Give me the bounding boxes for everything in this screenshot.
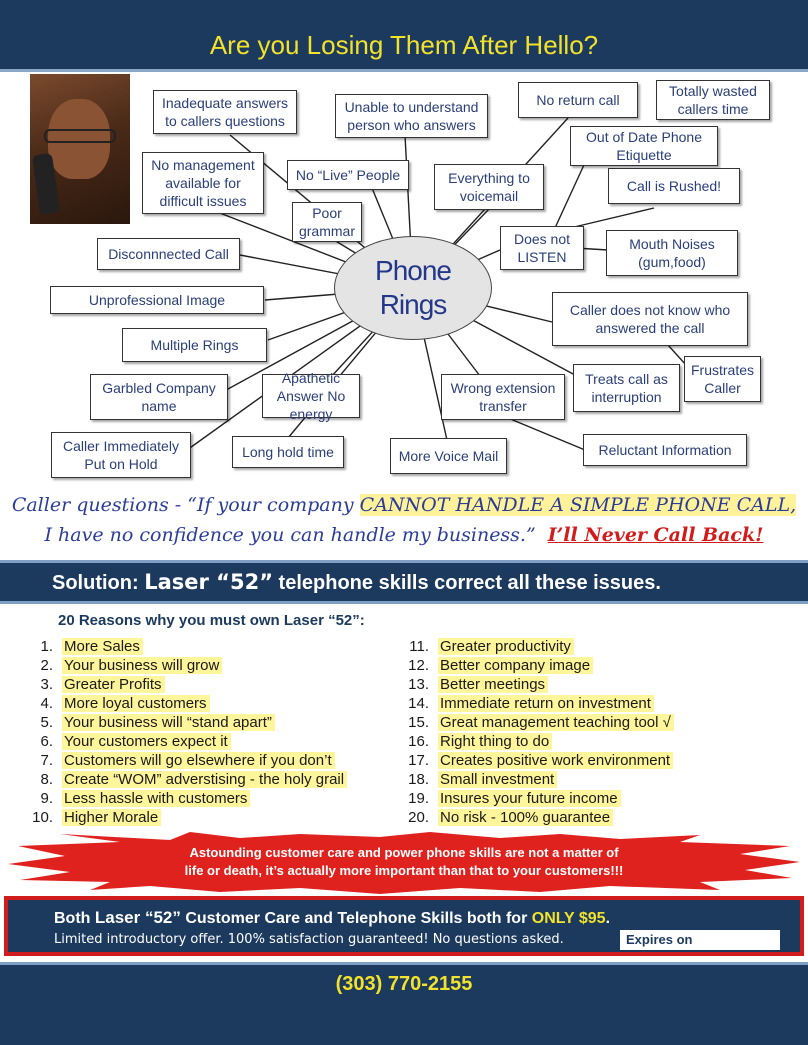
reason-item bbox=[404, 751, 674, 770]
issue-no-return-call: No return call bbox=[518, 82, 638, 118]
reason-item bbox=[28, 637, 347, 656]
issue-unprofessional-image: Unprofessional Image bbox=[50, 286, 264, 314]
reason-number: 6. bbox=[40, 733, 53, 750]
footer-banner bbox=[0, 962, 808, 1045]
issue-everything-voicemail: Everything to voicemail bbox=[434, 164, 544, 210]
reason-number: 20. bbox=[408, 809, 429, 826]
reason-item bbox=[404, 770, 674, 789]
reason-number: 12. bbox=[408, 657, 429, 674]
solution-text bbox=[52, 570, 661, 595]
reasons-list-right bbox=[404, 637, 674, 827]
reason-number: 14. bbox=[408, 695, 429, 712]
reason-number: 8. bbox=[40, 771, 53, 788]
reason-text: No risk - 100% guarantee bbox=[438, 809, 613, 826]
reason-item bbox=[28, 713, 347, 732]
reason-number: 18. bbox=[408, 771, 429, 788]
issue-no-management: No management available for difficult issues bbox=[142, 152, 264, 214]
phone-rings-hub bbox=[334, 236, 492, 340]
issue-apathetic-answer: Apathetic Answer No energy bbox=[262, 374, 360, 418]
issue-more-voice-mail: More Voice Mail bbox=[390, 438, 507, 474]
issue-poor-grammar: Poor grammar bbox=[292, 202, 362, 242]
caller-quote bbox=[0, 490, 808, 550]
reason-text: Your business will grow bbox=[62, 657, 222, 674]
reason-number: 17. bbox=[408, 752, 429, 769]
reason-item bbox=[404, 656, 674, 675]
solution-prefix: Solution: bbox=[52, 572, 145, 594]
reason-number: 13. bbox=[408, 676, 429, 693]
reason-number: 7. bbox=[40, 752, 53, 769]
reason-text: Greater Profits bbox=[62, 676, 165, 693]
offer-fine-print: Limited introductory offer. 100% satisfaction guaranteed! No questions asked. bbox=[54, 932, 564, 947]
burst-text bbox=[0, 844, 808, 880]
offer-headline bbox=[54, 908, 610, 928]
reason-item bbox=[404, 732, 674, 751]
solution-brand: Laser “52” bbox=[144, 570, 273, 594]
reason-item bbox=[28, 694, 347, 713]
issue-wrong-extension: Wrong extension transfer bbox=[441, 374, 565, 420]
issue-mouth-noises: Mouth Noises (gum,food) bbox=[606, 230, 738, 276]
quote-part-2: I have no confidence you can handle my business.” bbox=[44, 524, 536, 546]
issue-long-hold-time: Long hold time bbox=[232, 436, 344, 468]
issue-garbled-company-name: Garbled Company name bbox=[90, 374, 228, 420]
red-burst-banner bbox=[0, 832, 808, 894]
reason-number: 9. bbox=[40, 790, 53, 807]
reason-item bbox=[28, 789, 347, 808]
reason-text: Customers will go elsewhere if you don’t bbox=[62, 752, 335, 769]
connector bbox=[570, 208, 654, 228]
issue-out-of-date-etiquette: Out of Date Phone Etiquette bbox=[570, 126, 718, 166]
issue-wasted-time: Totally wasted callers time bbox=[656, 80, 770, 120]
reason-text: Higher Morale bbox=[62, 809, 161, 826]
reason-text: Your customers expect it bbox=[62, 733, 231, 750]
issue-inadequate-answers: Inadequate answers to callers questions bbox=[153, 90, 297, 134]
reason-number: 3. bbox=[40, 676, 53, 693]
issue-caller-does-not-know: Caller does not know who answered the call bbox=[552, 292, 748, 346]
offer-brand: Laser “52” bbox=[94, 908, 181, 927]
issue-immediately-on-hold: Caller Immediately Put on Hold bbox=[51, 432, 191, 478]
offer-box bbox=[4, 896, 804, 956]
reason-item bbox=[404, 637, 674, 656]
offer-middle: Customer Care and Telephone Skills both for bbox=[180, 910, 532, 927]
issue-unable-to-understand: Unable to understand person who answers bbox=[335, 94, 488, 138]
reason-text: Better company image bbox=[438, 657, 593, 674]
reason-text: Less hassle with customers bbox=[62, 790, 250, 807]
reason-text: More Sales bbox=[62, 638, 143, 655]
reason-text: Insures your future income bbox=[438, 790, 621, 807]
issue-multiple-rings: Multiple Rings bbox=[122, 328, 267, 362]
reason-item bbox=[28, 808, 347, 827]
reason-number: 15. bbox=[408, 714, 429, 731]
reason-number: 19. bbox=[408, 790, 429, 807]
burst-line-2: life or death, it’s actually more important than that to your customers!!! bbox=[184, 863, 624, 878]
reason-number: 16. bbox=[408, 733, 429, 750]
reason-text: Your business will “stand apart” bbox=[62, 714, 275, 731]
reason-item bbox=[404, 713, 674, 732]
quote-part-1: Caller questions - “If your company bbox=[11, 494, 360, 516]
solution-suffix: telephone skills correct all these issues. bbox=[273, 572, 661, 594]
reason-item bbox=[28, 675, 347, 694]
burst-line-1: Astounding customer care and power phone skills are not a matter of bbox=[189, 845, 619, 860]
reason-item bbox=[404, 694, 674, 713]
reason-text: Creates positive work environment bbox=[438, 752, 673, 769]
reason-text: Better meetings bbox=[438, 676, 548, 693]
offer-end: . bbox=[605, 910, 611, 927]
quote-never-call-back: I’ll Never Call Back! bbox=[547, 524, 764, 546]
offer-prefix: Both bbox=[54, 910, 95, 927]
hub-line-2: Rings bbox=[379, 289, 447, 320]
reason-item bbox=[404, 808, 674, 827]
reasons-title: 20 Reasons why you must own Laser “52”: bbox=[58, 612, 365, 629]
reason-text: Create “WOM” adverstising - the holy grail bbox=[62, 771, 347, 788]
phone-number[interactable]: (303) 770-2155 bbox=[335, 973, 473, 995]
header-banner bbox=[0, 0, 808, 72]
reason-number: 10. bbox=[32, 809, 53, 826]
reason-item bbox=[404, 789, 674, 808]
reason-item bbox=[28, 770, 347, 789]
issue-does-not-listen: Does not LISTEN bbox=[500, 226, 584, 270]
issue-no-live-people: No “Live” People bbox=[287, 160, 409, 190]
reason-text: Immediate return on investment bbox=[438, 695, 654, 712]
reason-number: 5. bbox=[40, 714, 53, 731]
quote-highlight: CANNOT HANDLE A SIMPLE PHONE CALL, bbox=[359, 494, 797, 516]
issue-reluctant-information: Reluctant Information bbox=[583, 434, 747, 466]
solution-banner bbox=[0, 560, 808, 604]
reason-number: 2. bbox=[40, 657, 53, 674]
expires-field: Expires on bbox=[620, 930, 780, 950]
issue-frustrates-caller: Frustrates Caller bbox=[684, 356, 761, 402]
reason-number: 1. bbox=[40, 638, 53, 655]
connector bbox=[508, 418, 585, 450]
issue-call-rushed: Call is Rushed! bbox=[608, 168, 740, 204]
reason-text: Small investment bbox=[438, 771, 557, 788]
reason-text: Right thing to do bbox=[438, 733, 552, 750]
reason-number: 4. bbox=[40, 695, 53, 712]
reason-text: Greater productivity bbox=[438, 638, 574, 655]
reason-text: More loyal customers bbox=[62, 695, 210, 712]
issue-disconnected-call: Disconnnected Call bbox=[97, 238, 240, 270]
reason-item bbox=[28, 732, 347, 751]
offer-price: ONLY $95 bbox=[531, 910, 606, 927]
page-title: Are you Losing Them After Hello? bbox=[209, 30, 599, 60]
reason-number: 11. bbox=[409, 638, 429, 655]
reason-item bbox=[28, 656, 347, 675]
reason-text: Great management teaching tool √ bbox=[438, 714, 674, 731]
reason-item bbox=[28, 751, 347, 770]
reasons-list-left bbox=[28, 637, 347, 827]
reason-item bbox=[404, 675, 674, 694]
hub-line-1: Phone bbox=[375, 255, 451, 286]
issue-treats-as-interruption: Treats call as interruption bbox=[573, 364, 680, 412]
